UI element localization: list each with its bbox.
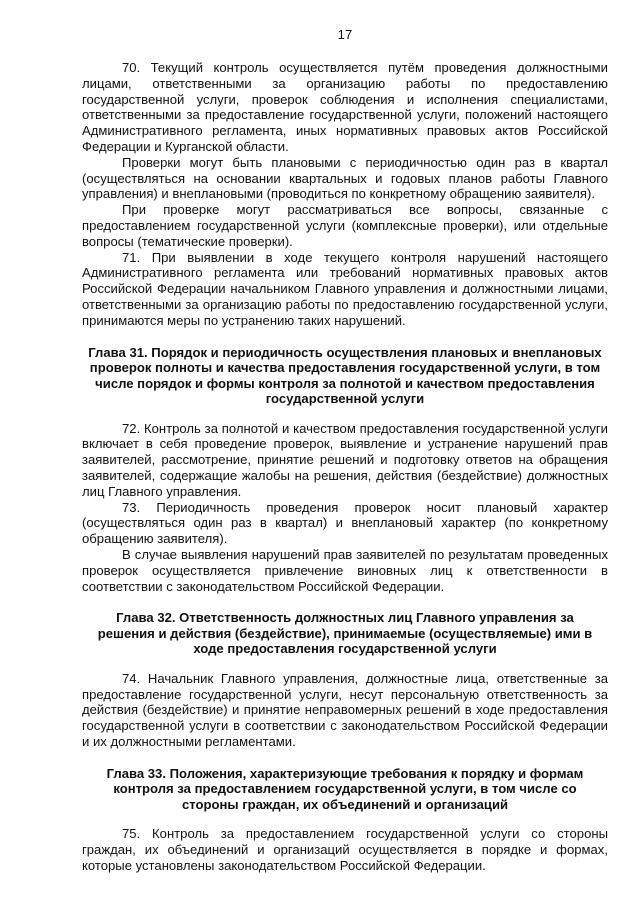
page-number: 17 [337,27,353,42]
paragraph-70-check-topics: При проверке могут рассматриваться все вопросы, связанные с предоставлением государственной услуги (комплексные проверки), или отдельные вопросы (тематические проверки). [82,202,608,249]
paragraph-71: 71. При выявлении в ходе текущего контроля нарушений настоящего Административного регламента или требований нормативных правовых актов Российской Федерации начальником Главного управления и должностными лицами, ответственными за организацию работы по предоставлению государственной услуги, принимаются меры по устранению таких нарушений. [82,249,608,328]
paragraph-70: 70. Текущий контроль осуществляется путём проведения должностными лицами, ответственными за организацию работы по предоставлению государственной услуги, проверок соблюдения и исполнения специалистами, ответственными за предоставление государственной услуги, положений настоящего Административного регламента, иных нормативных правовых актов Российской Федерации и Курганской области. [82,60,608,154]
chapter-32-heading: Глава 32. Ответственность должностных лиц Главного управления за решения и действия (бездействие), принимаемые (осуществляемые) ими в ходе предоставления государственной услуги [97,610,593,657]
document-page [82,0,608,874]
paragraph-72: 72. Контроль за полнотой и качеством предоставления государственной услуги включает в себя проведение проверок, выявление и устранение нарушений прав заявителей, рассмотрение, принятие решений и подготовку ответов на обращения заявителей, содержащие жалобы на решения, действия (бездействие) должностных лиц Главного управления. [82,420,608,499]
paragraph-70-planned-checks: Проверки могут быть плановыми с периодичностью один раз в квартал (осуществляться на основании квартальных и годовых планов работы Главного управления) и внеплановыми (проводиться по конкретному обращению заявителя). [82,154,608,202]
paragraph-74: 74. Начальник Главного управления, должностные лица, ответственные за предоставление государственной услуги, несут персональную ответственность за действия (бездействие) и принятие неправомерных решений в ходе предоставления государственной услуги в соответствии с законодательством Российской Федерации и их должностными регламентами. [82,670,608,749]
paragraph-73: 73. Периодичность проведения проверок носит плановый характер (осуществляться один раз в квартал) и внеплановый характер (по конкретному обращению заявителя). [82,499,608,547]
chapter-33-heading: Глава 33. Положения, характеризующие требования к порядку и формам контроля за предоставлением государственной услуги, в том числе со стороны граждан, их объединений и организаций [106,765,584,812]
chapter-31-heading: Глава 31. Порядок и периодичность осуществления плановых и внеплановых проверок полноты и качества предоставления государственной услуги, в том числе порядок и формы контроля за полнотой и качеством предоставления государственной услуги [88,344,602,407]
paragraph-75: 75. Контроль за предоставлением государственной услуги со стороны граждан, их объединений и организаций осуществляется в порядке и формах, которые установлены законодательством Российской Федерации. [82,826,608,873]
paragraph-73-violations: В случае выявления нарушений прав заявителей по результатам проведенных проверок осуществляется привлечение виновных лиц к ответственности в соответствии с законодательством Российской Федерации. [82,546,608,594]
